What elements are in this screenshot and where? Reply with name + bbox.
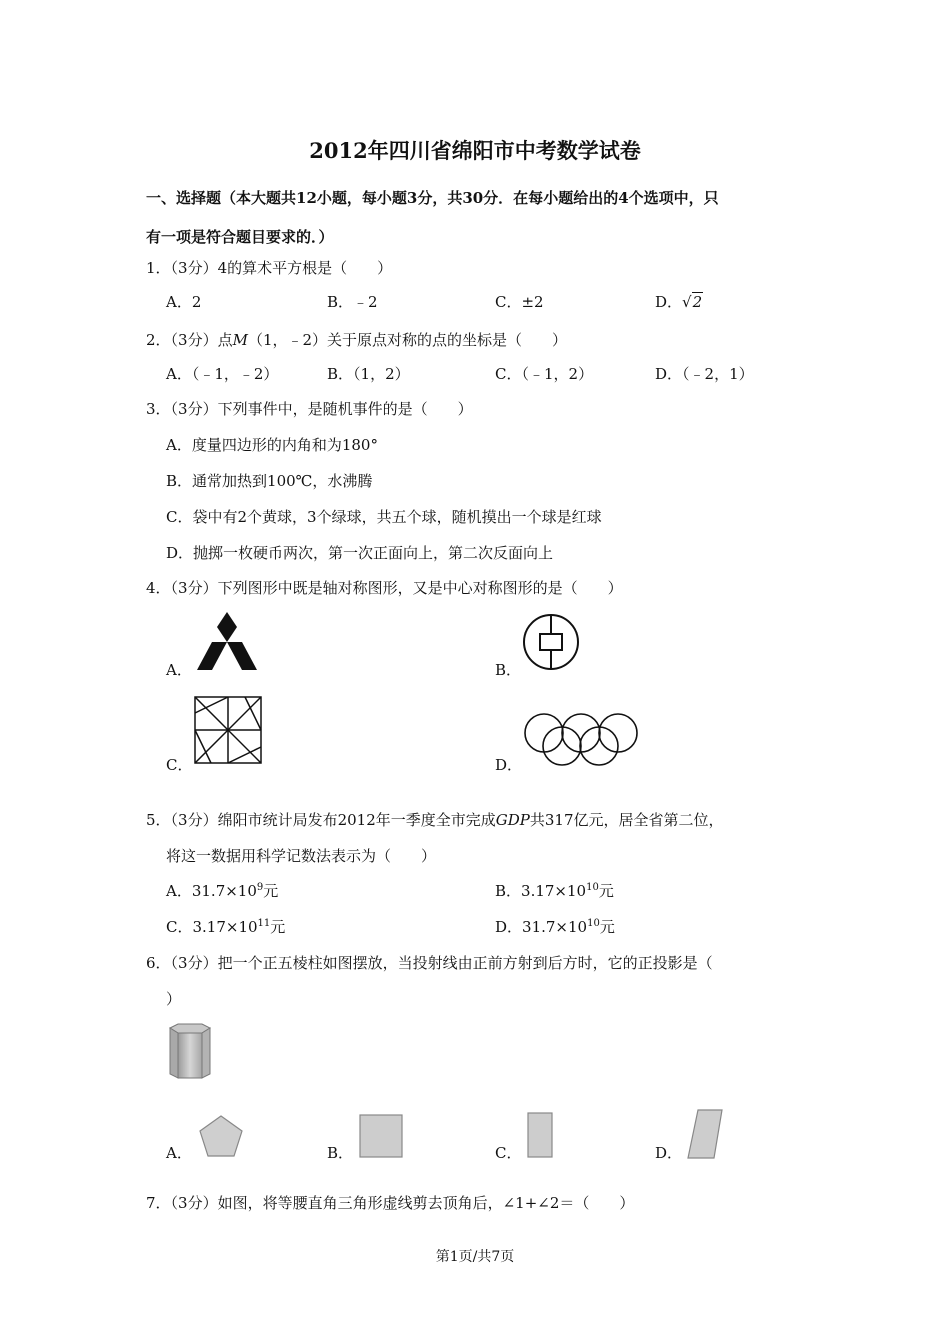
q5-stem-post: 共317亿元，居全省第二位，	[529, 811, 724, 829]
q5-option-d	[495, 917, 615, 937]
q1-option-b: B．﹣2	[327, 293, 378, 311]
square-icon	[358, 1113, 404, 1159]
three-diamond-logo-icon	[194, 612, 262, 672]
q5-stem-pre: 5．（3分）绵阳市统计局发布2012年一季度全市完成	[146, 811, 496, 829]
q4-option-a: A．	[166, 661, 192, 679]
section-heading-line2: 有一项是符合题目要求的．）	[146, 228, 334, 246]
pentagon-icon	[198, 1114, 244, 1158]
q4-stem: 4．（3分）下列图形中既是轴对称图形，又是中心对称图形的是（ ）	[146, 579, 623, 597]
q1-option-d	[655, 292, 703, 312]
q2-stem-pre: 2．（3分）点	[146, 331, 233, 349]
q5-option-a-unit: 元	[263, 882, 279, 900]
q6-option-d: D．	[655, 1144, 683, 1162]
q2-option-b: B．（1，2）	[327, 365, 410, 383]
q5-option-b	[495, 881, 614, 901]
q6-stem-line2: ）	[166, 990, 182, 1008]
q2-stem-post: （1，﹣2）关于原点对称的点的坐标是（ ）	[247, 331, 568, 349]
q3-option-b: B．通常加热到100℃，水沸腾	[166, 472, 373, 490]
q2-stem	[146, 330, 567, 350]
coin-square-hole-icon	[521, 612, 581, 672]
q5-option-b-exponent: 10	[586, 882, 599, 893]
q6-option-b: B．	[327, 1144, 354, 1162]
q2-option-c: C．（﹣1，2）	[495, 365, 594, 383]
q3-option-a: A．度量四边形的内角和为180°	[166, 436, 378, 454]
q5-stem-var: GDP	[495, 811, 530, 829]
section-heading-line1: 一、选择题（本大题共12小题，每小题3分，共30分．在每小题给出的4个选项中，只	[146, 189, 719, 207]
q1-option-a: A．2	[166, 293, 202, 311]
q6-stem: 6．（3分）把一个正五棱柱如图摆放，当投射线由正前方射到后方时，它的正投影是（	[146, 954, 713, 972]
q1-option-c: C．±2	[495, 293, 544, 311]
q4-option-b: B．	[495, 661, 522, 679]
q5-option-c-unit: 元	[270, 918, 286, 936]
q5-option-a-base: A．31.7×10	[166, 882, 257, 900]
q7-stem: 7．（3分）如图，将等腰直角三角形虚线剪去顶角后，∠1+∠2＝（ ）	[146, 1194, 635, 1212]
square-root-symbol: √2	[682, 293, 703, 311]
q6-option-a: A．	[166, 1144, 192, 1162]
pinwheel-icon	[194, 696, 262, 764]
narrow-rectangle-icon	[526, 1111, 554, 1159]
q1-option-d-radicand: 2	[692, 293, 703, 311]
q3-option-d: D．抛掷一枚硬币两次，第一次正面向上，第二次反面向上	[166, 544, 554, 562]
q2-stem-var: M	[232, 331, 248, 349]
pentagonal-prism-icon	[166, 1024, 214, 1080]
q5-option-d-exponent: 10	[587, 918, 600, 929]
q5-option-d-base: D．31.7×10	[495, 918, 588, 936]
q5-stem	[146, 810, 724, 830]
q2-option-d: D．（﹣2，1）	[655, 365, 754, 383]
olympic-rings-icon	[522, 713, 640, 767]
q5-stem-line2: 将这一数据用科学记数法表示为（ ）	[166, 847, 437, 865]
q1-stem: 1．（3分）4的算术平方根是（ ）	[146, 259, 393, 277]
q5-option-b-base: B．3.17×10	[495, 882, 587, 900]
q2-option-a: A．（﹣1，﹣2）	[166, 365, 279, 383]
q1-option-d-label: D．	[655, 293, 683, 311]
page-title: 2012年四川省绵阳市中考数学试卷	[309, 138, 641, 163]
q5-option-d-unit: 元	[599, 918, 615, 936]
q6-option-c: C．	[495, 1144, 522, 1162]
q5-option-a	[166, 881, 278, 901]
q5-option-a-exponent: 9	[256, 882, 264, 893]
q3-stem: 3．（3分）下列事件中，是随机事件的是（ ）	[146, 400, 473, 418]
q4-option-d: D．	[495, 756, 523, 774]
q5-option-c-base: C．3.17×10	[166, 918, 258, 936]
q5-option-b-unit: 元	[598, 882, 614, 900]
q3-option-c: C．袋中有2个黄球，3个绿球，共五个球，随机摸出一个球是红球	[166, 508, 602, 526]
q5-option-c	[166, 917, 285, 937]
parallelogram-icon	[686, 1108, 724, 1160]
q5-option-c-exponent: 11	[257, 918, 271, 929]
page-footer: 第1页/共7页	[435, 1249, 515, 1265]
q4-option-c: C．	[166, 756, 193, 774]
